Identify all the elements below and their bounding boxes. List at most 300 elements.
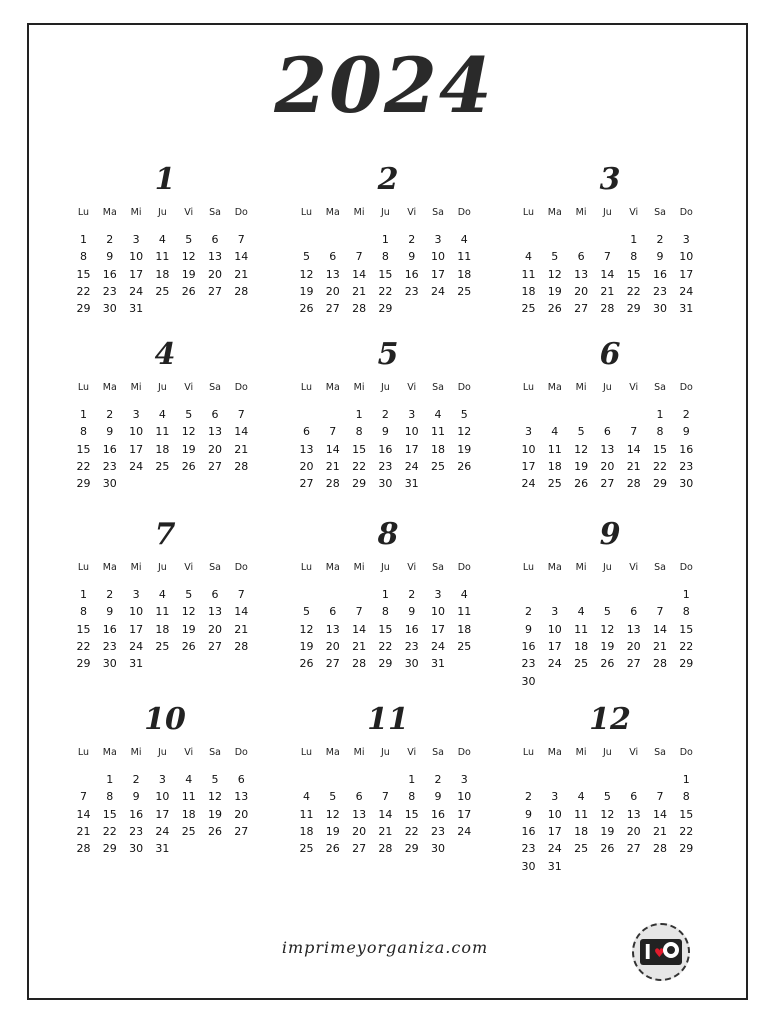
day-cell: 28: [352, 657, 367, 671]
day-cell: 20: [299, 459, 314, 473]
weekday-label: Sa: [209, 382, 221, 393]
day-cell: 2: [408, 233, 416, 246]
weekday-label: Ju: [380, 382, 390, 393]
day-cell: 10: [679, 250, 694, 264]
day-cell: 9: [525, 622, 532, 636]
weekday-label: Do: [457, 562, 471, 573]
day-cell: 23: [378, 459, 393, 473]
day-cell: 5: [303, 605, 310, 619]
day-cell: 11: [457, 605, 472, 619]
day-cell: 25: [299, 842, 314, 856]
day-cell: 11: [574, 622, 589, 636]
day-cell: 17: [129, 267, 144, 281]
weekday-label: Ma: [325, 747, 340, 758]
day-cell: 31: [129, 657, 144, 671]
day-cell: 15: [378, 267, 393, 281]
day-cell: 19: [574, 459, 589, 473]
weekday-label: Ma: [547, 562, 562, 573]
day-cell: 5: [577, 425, 585, 439]
day-cell: 10: [547, 807, 562, 821]
day-cell: 31: [129, 302, 144, 316]
day-cell: 20: [600, 459, 615, 473]
day-cell: 5: [551, 250, 559, 264]
weekday-label: Sa: [654, 562, 666, 573]
day-cell: 24: [129, 459, 144, 473]
month-number: 3: [599, 162, 621, 197]
day-cell: 27: [299, 477, 314, 491]
weekday-label: Mi: [575, 562, 587, 573]
weekday-label: Mi: [575, 207, 587, 218]
day-cell: 26: [299, 302, 314, 316]
day-cell: 12: [600, 622, 615, 636]
day-cell: 10: [431, 605, 445, 619]
day-cell: 22: [378, 284, 393, 298]
day-cell: 21: [234, 442, 249, 456]
month-number: 10: [144, 702, 186, 737]
day-cell: 17: [521, 459, 536, 473]
day-cell: 19: [299, 639, 314, 653]
weekday-label: Ju: [380, 747, 390, 758]
day-cell: 18: [431, 442, 445, 456]
day-cell: 19: [600, 824, 615, 838]
day-cell: 27: [208, 284, 222, 298]
day-cell: 18: [181, 807, 196, 821]
day-cell: 18: [155, 442, 170, 456]
day-cell: 15: [76, 442, 91, 456]
weekday-label: Ma: [325, 562, 340, 573]
day-cell: 18: [457, 267, 472, 281]
day-cell: 28: [653, 842, 667, 856]
day-cell: 17: [431, 622, 445, 636]
day-cell: 14: [325, 442, 340, 456]
day-cell: 9: [408, 605, 416, 619]
day-cell: 13: [325, 267, 340, 281]
day-cell: 12: [181, 250, 196, 264]
day-cell: 2: [132, 773, 140, 786]
day-cell: 18: [155, 622, 170, 636]
day-cell: 12: [547, 267, 562, 281]
day-cell: 26: [299, 657, 314, 671]
day-cell: 2: [106, 233, 114, 246]
day-cell: 19: [600, 639, 615, 653]
day-cell: 7: [80, 790, 87, 804]
day-cell: 28: [653, 657, 667, 671]
day-cell: 1: [656, 408, 664, 421]
day-cell: 13: [325, 622, 340, 636]
weekday-label: Ma: [102, 382, 117, 393]
day-cell: 16: [378, 442, 393, 456]
day-cell: 6: [211, 233, 219, 246]
weekday-label: Lu: [522, 562, 535, 573]
day-cell: 20: [626, 824, 641, 838]
day-cell: 26: [600, 842, 615, 856]
day-cell: 30: [102, 477, 117, 491]
day-cell: 25: [574, 657, 589, 671]
weekday-label: Sa: [654, 382, 666, 393]
day-cell: 24: [129, 639, 144, 653]
weekday-label: Do: [234, 382, 248, 393]
day-cell: 11: [521, 267, 536, 281]
day-cell: 10: [129, 425, 144, 439]
day-cell: 7: [603, 250, 611, 264]
day-cell: 3: [551, 605, 559, 619]
day-cell: 6: [355, 790, 363, 804]
day-cell: 9: [434, 790, 442, 804]
day-cell: 27: [208, 459, 222, 473]
day-cell: 14: [352, 622, 367, 636]
day-cell: 27: [325, 657, 340, 671]
day-cell: 14: [653, 622, 667, 636]
day-cell: 31: [155, 842, 170, 856]
day-cell: 21: [653, 824, 667, 838]
weekday-label: Mi: [130, 207, 142, 218]
day-cell: 25: [547, 477, 562, 491]
day-cell: 1: [80, 233, 87, 246]
day-cell: 21: [600, 284, 615, 298]
weekday-label: Ma: [325, 382, 340, 393]
day-cell: 22: [653, 459, 667, 473]
day-cell: 25: [181, 824, 196, 838]
day-cell: 7: [355, 250, 363, 264]
day-cell: 21: [234, 267, 249, 281]
weekday-label: Vi: [184, 382, 194, 393]
day-cell: 25: [155, 459, 170, 473]
weekday-label: Ma: [547, 747, 562, 758]
day-cell: 11: [299, 807, 314, 821]
day-cell: 30: [102, 657, 117, 671]
day-cell: 25: [155, 284, 170, 298]
day-cell: 12: [325, 807, 340, 821]
month-number: 11: [367, 702, 409, 737]
logo-badge: [640, 939, 682, 965]
day-cell: 22: [352, 459, 367, 473]
day-cell: 1: [682, 588, 690, 601]
weekday-label: Do: [234, 747, 248, 758]
day-cell: 4: [551, 425, 559, 439]
day-cell: 20: [234, 807, 249, 821]
day-cell: 24: [129, 284, 144, 298]
day-cell: 21: [352, 639, 367, 653]
day-cell: 6: [329, 250, 337, 264]
day-cell: 1: [408, 773, 416, 786]
day-cell: 2: [106, 408, 114, 421]
day-cell: 22: [76, 459, 91, 473]
weekday-label: Vi: [184, 207, 194, 218]
day-cell: 16: [653, 267, 667, 281]
day-cell: 29: [76, 477, 91, 491]
day-cell: 5: [303, 250, 310, 264]
weekday-label: Ju: [157, 747, 167, 758]
weekday-label: Do: [679, 382, 693, 393]
month-number: 8: [377, 517, 399, 552]
weekday-label: Ju: [602, 747, 612, 758]
day-cell: 28: [234, 284, 249, 298]
weekday-label: Sa: [209, 207, 221, 218]
day-cell: 19: [325, 824, 340, 838]
day-cell: 4: [460, 233, 468, 246]
day-cell: 29: [102, 842, 117, 856]
weekday-label: Do: [457, 747, 471, 758]
day-cell: 11: [155, 605, 170, 619]
month-number: 2: [377, 162, 399, 197]
day-cell: 17: [129, 442, 144, 456]
day-cell: 28: [626, 477, 641, 491]
day-cell: 2: [525, 790, 532, 804]
day-cell: 29: [378, 302, 393, 316]
day-cell: 23: [404, 639, 419, 653]
day-cell: 24: [679, 284, 694, 298]
day-cell: 26: [547, 302, 562, 316]
weekday-label: Lu: [77, 747, 90, 758]
day-cell: 6: [577, 250, 585, 264]
day-cell: 25: [155, 639, 170, 653]
day-cell: 8: [682, 790, 690, 804]
day-cell: 16: [102, 267, 117, 281]
day-cell: 13: [352, 807, 367, 821]
day-cell: 7: [656, 605, 664, 619]
day-cell: 1: [355, 408, 363, 421]
day-cell: 28: [352, 302, 367, 316]
day-cell: 5: [460, 408, 468, 421]
day-cell: 17: [431, 267, 445, 281]
day-cell: 3: [434, 588, 442, 601]
day-cell: 16: [521, 824, 536, 838]
day-cell: 19: [181, 267, 196, 281]
day-cell: 30: [653, 302, 667, 316]
day-cell: 26: [457, 459, 472, 473]
day-cell: 22: [626, 284, 641, 298]
day-cell: 9: [381, 425, 389, 439]
day-cell: 15: [102, 807, 117, 821]
day-cell: 6: [630, 605, 638, 619]
day-cell: 8: [630, 250, 638, 264]
day-cell: 29: [626, 302, 641, 316]
day-cell: 13: [208, 250, 222, 264]
day-cell: 31: [547, 859, 562, 873]
day-cell: 16: [521, 639, 536, 653]
day-cell: 24: [457, 824, 472, 838]
day-cell: 17: [129, 622, 144, 636]
day-cell: 21: [325, 459, 340, 473]
day-cell: 26: [181, 459, 196, 473]
day-cell: 21: [352, 284, 367, 298]
day-cell: 27: [208, 639, 222, 653]
weekday-label: Ju: [602, 207, 612, 218]
day-cell: 25: [457, 639, 472, 653]
day-cell: 4: [185, 773, 193, 786]
weekday-label: Ju: [380, 207, 390, 218]
weekday-label: Vi: [407, 207, 417, 218]
day-cell: 3: [132, 588, 140, 601]
weekday-label: Vi: [184, 747, 194, 758]
day-cell: 13: [299, 442, 314, 456]
day-cell: 22: [76, 284, 91, 298]
day-cell: 11: [181, 790, 196, 804]
day-cell: 15: [76, 622, 91, 636]
day-cell: 14: [234, 425, 249, 439]
day-cell: 28: [325, 477, 340, 491]
day-cell: 26: [574, 477, 589, 491]
day-cell: 24: [431, 284, 445, 298]
day-cell: 4: [577, 790, 585, 804]
day-cell: 2: [434, 773, 442, 786]
day-cell: 27: [600, 477, 615, 491]
weekday-label: Mi: [575, 747, 587, 758]
day-cell: 15: [404, 807, 419, 821]
day-cell: 27: [626, 842, 641, 856]
weekday-label: Sa: [432, 382, 444, 393]
day-cell: 10: [547, 622, 562, 636]
year-title: 2024: [274, 41, 494, 130]
day-cell: 22: [679, 639, 694, 653]
day-cell: 1: [682, 773, 690, 786]
day-cell: 14: [352, 267, 367, 281]
day-cell: 24: [521, 477, 536, 491]
day-cell: 14: [76, 807, 91, 821]
day-cell: 15: [352, 442, 367, 456]
month-number: 12: [589, 702, 631, 737]
day-cell: 16: [404, 267, 419, 281]
weekday-label: Lu: [300, 382, 313, 393]
day-cell: 13: [208, 605, 222, 619]
weekday-label: Ma: [325, 207, 340, 218]
day-cell: 13: [626, 807, 641, 821]
day-cell: 2: [381, 408, 389, 421]
day-cell: 13: [600, 442, 615, 456]
day-cell: 6: [237, 773, 245, 786]
day-cell: 12: [181, 605, 196, 619]
weekday-label: Do: [457, 382, 471, 393]
day-cell: 16: [102, 622, 117, 636]
day-cell: 21: [653, 639, 667, 653]
day-cell: 17: [679, 267, 694, 281]
day-cell: 6: [329, 605, 337, 619]
day-cell: 14: [234, 250, 249, 264]
day-cell: 15: [626, 267, 641, 281]
day-cell: 17: [404, 442, 419, 456]
website-text: imprimeyorganiza.com: [281, 938, 489, 957]
day-cell: 28: [234, 639, 249, 653]
day-cell: 16: [129, 807, 144, 821]
day-cell: 14: [653, 807, 667, 821]
weekday-label: Do: [679, 207, 693, 218]
day-cell: 7: [237, 233, 245, 246]
month-number: 7: [154, 517, 176, 552]
weekday-label: Ju: [157, 562, 167, 573]
day-cell: 22: [404, 824, 419, 838]
day-cell: 23: [653, 284, 667, 298]
day-cell: 15: [679, 807, 694, 821]
day-cell: 11: [155, 425, 170, 439]
day-cell: 5: [603, 605, 611, 619]
day-cell: 21: [234, 622, 249, 636]
day-cell: 3: [525, 425, 532, 439]
day-cell: 18: [574, 824, 589, 838]
day-cell: 28: [76, 842, 91, 856]
day-cell: 23: [521, 657, 536, 671]
weekday-label: Ju: [157, 207, 167, 218]
day-cell: 13: [574, 267, 589, 281]
day-cell: 9: [682, 425, 690, 439]
day-cell: 20: [208, 622, 222, 636]
day-cell: 10: [129, 250, 144, 264]
day-cell: 2: [656, 233, 664, 246]
day-cell: 12: [208, 790, 222, 804]
day-cell: 10: [404, 425, 419, 439]
weekday-label: Ma: [102, 562, 117, 573]
day-cell: 24: [547, 657, 562, 671]
day-cell: 23: [404, 284, 419, 298]
day-cell: 10: [155, 790, 170, 804]
month-number: 9: [599, 517, 621, 552]
day-cell: 30: [129, 842, 144, 856]
weekday-label: Mi: [353, 562, 365, 573]
day-cell: 30: [404, 657, 419, 671]
day-cell: 3: [551, 790, 559, 804]
day-cell: 29: [76, 302, 91, 316]
weekday-label: Ma: [547, 207, 562, 218]
day-cell: 2: [408, 588, 416, 601]
day-cell: 29: [76, 657, 91, 671]
weekday-label: Ju: [157, 382, 167, 393]
day-cell: 17: [155, 807, 170, 821]
day-cell: 29: [352, 477, 367, 491]
day-cell: 19: [457, 442, 472, 456]
weekday-label: Do: [234, 562, 248, 573]
day-cell: 11: [431, 425, 445, 439]
day-cell: 17: [547, 639, 562, 653]
day-cell: 29: [679, 657, 694, 671]
day-cell: 8: [408, 790, 416, 804]
day-cell: 24: [547, 842, 562, 856]
day-cell: 29: [679, 842, 694, 856]
day-cell: 3: [682, 233, 690, 246]
weekday-label: Do: [679, 562, 693, 573]
day-cell: 19: [547, 284, 562, 298]
day-cell: 7: [656, 790, 664, 804]
day-cell: 9: [656, 250, 664, 264]
weekday-label: Lu: [522, 207, 535, 218]
day-cell: 24: [155, 824, 170, 838]
weekday-label: Lu: [300, 747, 313, 758]
day-cell: 27: [325, 302, 340, 316]
day-cell: 25: [457, 284, 472, 298]
weekday-label: Ma: [102, 207, 117, 218]
day-cell: 23: [102, 459, 117, 473]
weekday-label: Ju: [602, 382, 612, 393]
day-cell: 15: [76, 267, 91, 281]
day-cell: 5: [185, 588, 193, 601]
day-cell: 31: [679, 302, 694, 316]
weekday-label: Ju: [602, 562, 612, 573]
day-cell: 1: [80, 408, 87, 421]
day-cell: 18: [155, 267, 170, 281]
day-cell: 4: [158, 408, 166, 421]
weekday-label: Vi: [629, 207, 639, 218]
day-cell: 18: [457, 622, 472, 636]
day-cell: 20: [574, 284, 589, 298]
day-cell: 31: [404, 477, 419, 491]
day-cell: 15: [653, 442, 667, 456]
day-cell: 4: [303, 790, 310, 804]
day-cell: 9: [408, 250, 416, 264]
day-cell: 16: [404, 622, 419, 636]
logo-letter-o: [663, 942, 679, 958]
day-cell: 28: [234, 459, 249, 473]
day-cell: 22: [378, 639, 393, 653]
iyo-logo-icon: [632, 923, 690, 981]
logo-letter-i: I: [644, 940, 652, 964]
